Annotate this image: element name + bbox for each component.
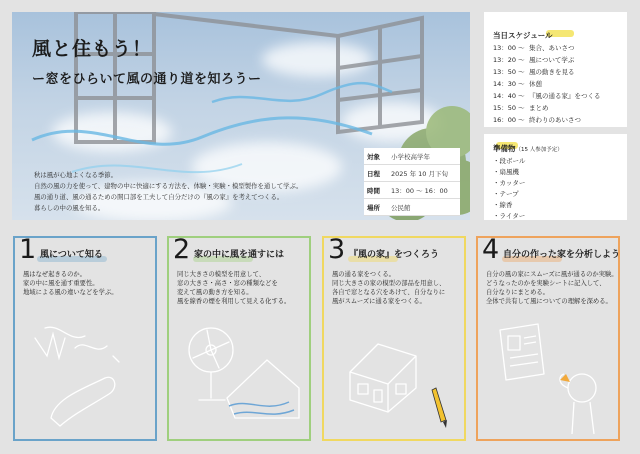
equipment-item: ・ライター	[493, 212, 526, 220]
step-title: 家の中に風を通すには	[194, 250, 285, 260]
intro-line: 自然の風の力を使って、建物の中に快適にする方法を、体験・実験・模型製作を通して学ぶ。	[34, 182, 303, 190]
schedule-card	[484, 12, 627, 127]
intro-line: 暮らしの中の風を知る。	[34, 204, 105, 212]
step-description: 自分の風の家にスムーズに風が通るのか実験。 どうなったのかを実験シートに記入して、 自分なりにまとめる。 全体で共有して風についての理解を深める。	[486, 271, 618, 305]
info-row	[364, 199, 460, 216]
step-description: 同じ大きさの模型を用意して、 窓の大きさ・高さ・窓の種類などを 変えて風の動き方を知る。 風を線香の煙を利用して見える化する。	[177, 271, 291, 305]
info-value: 公民館	[391, 203, 411, 212]
step-1-card	[13, 236, 157, 441]
info-key: 場所	[367, 203, 380, 212]
step-description: 風はなぜ起きるのか。 家の中に風を通す重要性。 地域による風の違いなどを学ぶ。	[23, 271, 118, 296]
step-2-card	[167, 236, 311, 441]
step-description: 風の通る家をつくる。 同じ大きさの家の模型の部品を用意し、 各自で窓となる穴をあけて、自分なりに 風がスムーズに通る家をつくる。	[332, 271, 446, 305]
step-number: 4	[482, 234, 500, 265]
info-row	[364, 148, 460, 165]
equipment-item: ・段ボール	[493, 157, 526, 165]
info-value: 2025 年 10 月下旬	[391, 169, 449, 178]
schedule-row: 13：00 ～ 集合、あいさつ	[493, 44, 575, 52]
schedule-row: 16：00 ～ 終わりのあいさつ	[493, 116, 581, 124]
page-subtitle: ー窓をひらいて風の通り道を知ろうー	[32, 72, 262, 87]
schedule-row: 14：40 ～ 『風の通る家』をつくる	[493, 92, 601, 100]
info-row	[364, 165, 460, 182]
hero-image	[12, 12, 470, 220]
schedule-title: 当日スケジュール	[493, 31, 553, 40]
schedule-row: 15：50 ～ まとめ	[493, 104, 549, 112]
step-number: 1	[19, 234, 37, 265]
info-row	[364, 182, 460, 199]
equipment-card	[484, 134, 627, 220]
step-3-card	[322, 236, 466, 441]
wind-sketch-icon	[15, 238, 155, 438]
page-title: 風と住もう！	[32, 38, 153, 60]
house-model-sketch-icon	[324, 238, 464, 438]
step-title: 自分の作った家を分析しよう	[503, 250, 621, 260]
schedule-row: 13：20 ～ 風について学ぶ	[493, 56, 575, 64]
equipment-note: （15 人参加予定）	[515, 147, 563, 153]
info-key: 対象	[367, 152, 380, 161]
intro-line: 風の通り道、風の通るための開口部を工夫して自分だけの『風の家』を考えてつくる。	[34, 193, 284, 201]
fan-and-house-sketch-icon	[169, 238, 309, 438]
step-title: 『風の家』をつくろう	[349, 250, 440, 260]
equipment-item: ・線香	[493, 201, 513, 209]
equipment-item: ・扇風機	[493, 168, 519, 176]
info-value: 13：00 ～ 16：00	[391, 186, 448, 195]
info-key: 日程	[367, 169, 380, 178]
equipment-item: ・カッター	[493, 179, 526, 187]
schedule-row: 13：50 ～ 風の動きを見る	[493, 68, 575, 76]
schedule-row: 14：30 ～ 休憩	[493, 80, 542, 88]
info-value: 小学校高学年	[391, 152, 430, 161]
equipment-title: 準備物（15 人参加予定）	[493, 144, 563, 153]
step-4-card	[476, 236, 620, 441]
worksheet-and-person-sketch-icon	[478, 238, 621, 438]
step-title: 風について知る	[40, 250, 103, 260]
event-info-table	[364, 148, 460, 216]
equipment-item: ・テープ	[493, 190, 519, 198]
intro-line: 秋は風が心地よくなる季節。	[34, 171, 118, 179]
intro-text	[34, 170, 303, 214]
step-number: 3	[328, 234, 346, 265]
info-key: 時間	[367, 186, 380, 195]
step-number: 2	[173, 234, 191, 265]
